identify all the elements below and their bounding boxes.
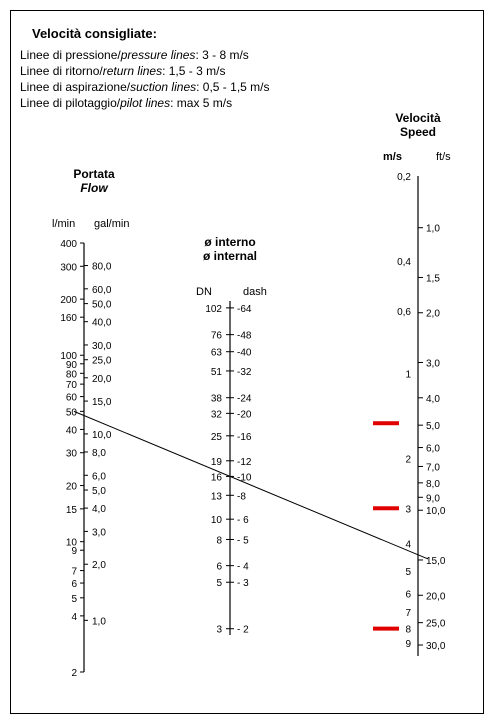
velocity-label-fts: 7,0 bbox=[426, 462, 440, 474]
recommended-speed-marker bbox=[373, 627, 399, 631]
velocity-label-ms: 1 bbox=[405, 369, 411, 381]
velocity-label-ms: 0,2 bbox=[397, 172, 411, 183]
diameter-label-dn: 51 bbox=[210, 366, 222, 378]
flow-label-galmin: 15,0 bbox=[92, 397, 112, 409]
flow-label-lmin: 40 bbox=[65, 425, 77, 437]
diameter-label-dn: 16 bbox=[210, 472, 222, 484]
velocity-label-ms: 8 bbox=[405, 624, 411, 636]
flow-label-lmin: 30 bbox=[65, 448, 77, 460]
flow-label-galmin: 60,0 bbox=[92, 284, 112, 296]
diameter-label-dn: 10 bbox=[210, 515, 222, 527]
flow-label-lmin: 80 bbox=[65, 369, 77, 381]
velocity-label-ms: 2 bbox=[405, 454, 411, 466]
velocity-label-fts: 10,0 bbox=[426, 506, 446, 518]
diameter-label-dn: 63 bbox=[210, 347, 222, 359]
flow-label-galmin: 4,0 bbox=[92, 504, 106, 516]
flow-label-lmin: 400 bbox=[60, 239, 77, 250]
velocity-label-ms: 0,4 bbox=[397, 257, 411, 269]
diameter-label-dn: 5 bbox=[216, 578, 222, 590]
recommended-speeds-title: Velocità consigliate: bbox=[32, 26, 157, 41]
velocity-label-ms: 4 bbox=[405, 539, 411, 551]
diameter-unit-dn: DN bbox=[196, 286, 212, 298]
recommendation-suction: Linee di aspirazione/suction lines: 0,5 - 1,5 m/s bbox=[20, 80, 270, 94]
recommended-speed-marker bbox=[373, 506, 399, 510]
diameter-label-dash: -48 bbox=[237, 330, 252, 342]
flow-label-galmin: 25,0 bbox=[92, 355, 112, 367]
diameter-label-dash: -40 bbox=[237, 347, 252, 359]
flow-label-lmin: 300 bbox=[60, 262, 77, 274]
flow-label-galmin: 50,0 bbox=[92, 299, 112, 311]
diameter-label-dn: 6 bbox=[216, 561, 222, 573]
velocity-label-fts: 8,0 bbox=[426, 478, 440, 490]
flow-label-galmin: 80,0 bbox=[92, 261, 112, 273]
velocity-scale-title: Velocità Speed bbox=[395, 111, 441, 139]
velocity-label-fts: 25,0 bbox=[426, 618, 446, 630]
diameter-label-dn: 32 bbox=[210, 409, 222, 421]
diameter-label-dn: 8 bbox=[216, 535, 222, 547]
flow-label-galmin: 5,0 bbox=[92, 486, 106, 498]
flow-label-galmin: 10,0 bbox=[92, 429, 112, 441]
recommended-speed-marker bbox=[373, 421, 399, 425]
velocity-label-fts: 20,0 bbox=[426, 591, 446, 603]
velocity-label-ms: 6 bbox=[405, 589, 411, 601]
flow-label-lmin: 7 bbox=[71, 566, 77, 578]
diameter-unit-dash: dash bbox=[243, 286, 267, 298]
flow-label-galmin: 2,0 bbox=[92, 560, 106, 572]
flow-label-galmin: 3,0 bbox=[92, 527, 106, 539]
diameter-label-dash: - 4 bbox=[237, 561, 249, 573]
diameter-label-dash: - 2 bbox=[237, 624, 249, 636]
velocity-label-fts: 2,0 bbox=[426, 308, 440, 320]
velocity-label-fts: 3,0 bbox=[426, 358, 440, 370]
flow-label-lmin: 200 bbox=[60, 295, 77, 307]
diameter-label-dn: 19 bbox=[210, 456, 222, 468]
flow-label-lmin: 6 bbox=[71, 579, 77, 591]
flow-label-galmin: 8,0 bbox=[92, 447, 106, 459]
diameter-label-dash: -32 bbox=[237, 366, 252, 378]
flow-label-lmin: 60 bbox=[65, 392, 77, 404]
diameter-label-dash: -8 bbox=[237, 491, 246, 503]
diameter-label-dash: -24 bbox=[237, 393, 252, 405]
flow-scale-title: Portata Flow bbox=[73, 167, 115, 195]
velocity-label-fts: 1,0 bbox=[426, 223, 440, 235]
flow-unit-lmin: l/min bbox=[52, 218, 76, 230]
diameter-label-dash: -16 bbox=[237, 431, 252, 443]
flow-label-lmin: 4 bbox=[71, 611, 77, 623]
velocity-label-ms: 0,6 bbox=[397, 306, 411, 318]
velocity-unit-fts: ft/s bbox=[436, 151, 451, 163]
velocity-label-fts: 15,0 bbox=[426, 555, 446, 567]
velocity-label-fts: 4,0 bbox=[426, 393, 440, 405]
diameter-label-dn: 3 bbox=[216, 624, 222, 636]
diameter-label-dash: -64 bbox=[237, 303, 252, 315]
velocity-unit-ms: m/s bbox=[383, 151, 402, 163]
diameter-label-dn: 25 bbox=[210, 431, 222, 443]
velocity-label-ms: 7 bbox=[405, 608, 411, 620]
diameter-scale-title: ø interno ø internal bbox=[202, 235, 257, 263]
recommendation-return: Linee di ritorno/return lines: 1,5 - 3 m/s bbox=[20, 64, 226, 78]
diameter-label-dash: - 3 bbox=[237, 578, 249, 590]
diameter-label-dash: -12 bbox=[237, 456, 252, 468]
flow-label-galmin: 20,0 bbox=[92, 373, 112, 385]
flow-label-galmin: 1,0 bbox=[92, 616, 106, 628]
diameter-label-dn: 76 bbox=[210, 330, 222, 342]
recommendation-pilot: Linee di pilotaggio/pilot lines: max 5 m/s bbox=[20, 96, 233, 110]
diameter-label-dn: 38 bbox=[210, 393, 222, 405]
velocity-label-fts: 1,5 bbox=[426, 273, 440, 285]
flow-label-lmin: 10 bbox=[65, 537, 77, 549]
flow-label-lmin: 15 bbox=[65, 504, 77, 516]
flow-label-lmin: 90 bbox=[65, 359, 77, 371]
flow-label-lmin: 9 bbox=[71, 546, 77, 558]
flow-label-galmin: 6,0 bbox=[92, 471, 106, 483]
velocity-label-ms: 9 bbox=[405, 639, 411, 651]
diameter-label-dash: - 5 bbox=[237, 535, 249, 547]
velocity-label-fts: 6,0 bbox=[426, 443, 440, 455]
velocity-label-ms: 3 bbox=[405, 504, 411, 516]
flow-label-lmin: 100 bbox=[60, 351, 77, 363]
flow-label-lmin: 2 bbox=[71, 668, 77, 679]
flow-label-galmin: 30,0 bbox=[92, 340, 112, 352]
diameter-label-dash: - 6 bbox=[237, 515, 249, 527]
diameter-label-dn: 102 bbox=[205, 303, 222, 315]
flow-unit-galmin: gal/min bbox=[94, 218, 130, 230]
diameter-label-dash: -20 bbox=[237, 409, 252, 421]
velocity-label-ms: 5 bbox=[405, 566, 411, 578]
flow-label-lmin: 70 bbox=[65, 380, 77, 392]
flow-label-lmin: 160 bbox=[60, 313, 77, 325]
flow-label-lmin: 50 bbox=[65, 407, 77, 419]
velocity-label-fts: 9,0 bbox=[426, 493, 440, 505]
flow-label-lmin: 5 bbox=[71, 593, 77, 605]
velocity-label-fts: 5,0 bbox=[426, 421, 440, 433]
diameter-label-dn: 13 bbox=[210, 491, 222, 503]
flow-label-lmin: 20 bbox=[65, 481, 77, 493]
velocity-label-fts: 30,0 bbox=[426, 641, 446, 653]
recommendation-pressure: Linee di pressione/pressure lines: 3 - 8 m/s bbox=[20, 48, 249, 62]
flow-label-galmin: 40,0 bbox=[92, 317, 112, 329]
diameter-label-dash: -10 bbox=[237, 472, 252, 484]
